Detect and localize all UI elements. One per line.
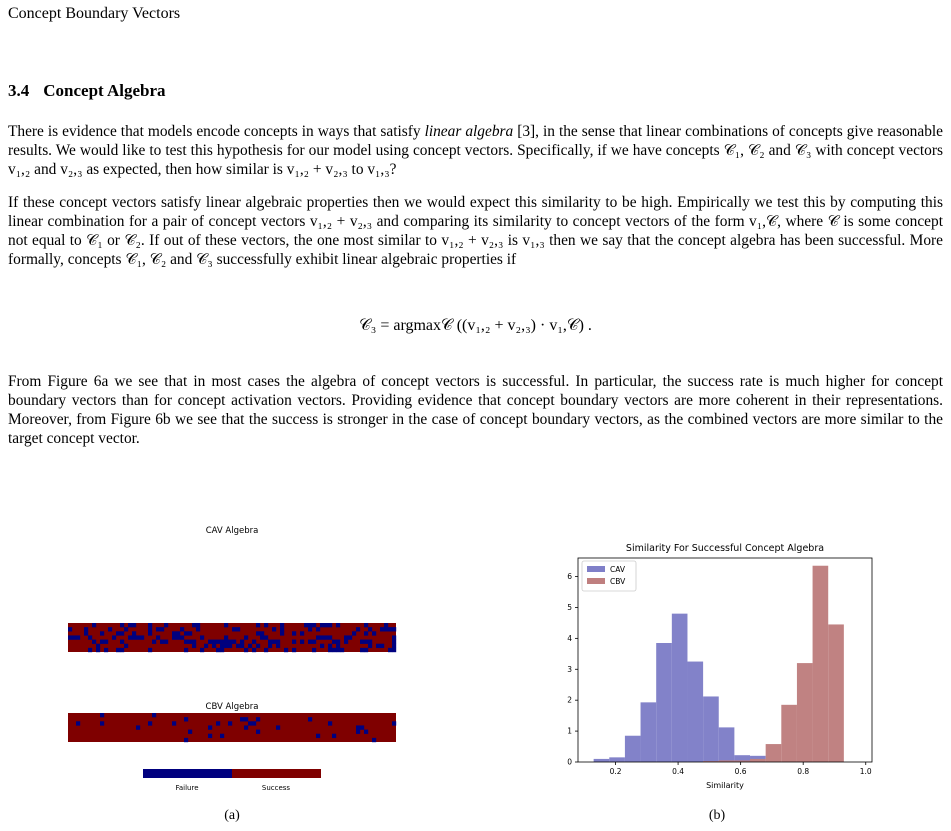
failure-cell — [280, 631, 284, 635]
failure-cell — [392, 635, 396, 639]
failure-cell — [372, 738, 376, 742]
failure-cell — [100, 631, 104, 635]
failure-cell — [392, 644, 396, 648]
failure-cell — [248, 721, 252, 725]
failure-cell — [172, 721, 176, 725]
failure-cell — [220, 644, 224, 648]
failure-cell — [360, 640, 364, 644]
failure-cell — [308, 627, 312, 631]
failure-cell — [112, 635, 116, 639]
failure-cell — [148, 631, 152, 635]
failure-cell — [292, 631, 296, 635]
failure-cell — [336, 623, 340, 627]
failure-cell — [180, 627, 184, 631]
failure-cell — [216, 648, 220, 652]
failure-cell — [148, 627, 152, 631]
failure-cell — [300, 631, 304, 635]
failure-cell — [244, 635, 248, 639]
x-ticks — [610, 762, 872, 776]
failure-cell — [328, 635, 332, 639]
x-tick-label: 0.2 — [609, 767, 622, 776]
grid-background — [68, 713, 396, 742]
failure-cell — [332, 648, 336, 652]
failure-cell — [364, 631, 368, 635]
failure-cell — [336, 644, 340, 648]
legend-failure-swatch — [143, 769, 232, 778]
failure-cell — [172, 635, 176, 639]
chart-legend — [582, 561, 636, 591]
failure-cell — [120, 648, 124, 652]
failure-cell — [292, 640, 296, 644]
failure-cell — [196, 623, 200, 627]
failure-cell — [232, 640, 236, 644]
cbv-bar — [797, 663, 813, 762]
failure-cell — [124, 644, 128, 648]
failure-cell — [328, 623, 332, 627]
cav-bar — [625, 736, 641, 762]
failure-cell — [212, 644, 216, 648]
paragraph-3 — [8, 372, 943, 448]
section-number: 3.4 — [8, 81, 30, 100]
failure-cell — [272, 627, 276, 631]
failure-cell — [200, 635, 204, 639]
failure-cell — [96, 644, 100, 648]
failure-cell — [192, 640, 196, 644]
failure-cell — [320, 644, 324, 648]
equation: 𝒞₃ = argmax𝒞 ((v₁,₂ + v₂,₃) · v₁,𝒞) . — [359, 317, 592, 334]
failure-cell — [264, 635, 268, 639]
x-tick-label: 1.0 — [859, 767, 872, 776]
failure-cell — [364, 648, 368, 652]
failure-cell — [76, 635, 80, 639]
failure-cell — [344, 635, 348, 639]
failure-cell — [372, 631, 376, 635]
failure-cell — [164, 640, 168, 644]
failure-cell — [160, 640, 164, 644]
failure-cell — [184, 717, 188, 721]
failure-cell — [152, 640, 156, 644]
failure-cell — [268, 644, 272, 648]
failure-cell — [316, 734, 320, 738]
failure-cell — [196, 627, 200, 631]
failure-cell — [340, 648, 344, 652]
failure-cell — [304, 623, 308, 627]
failure-cell — [268, 640, 272, 644]
paragraph-1-text-b: [3], in the sense that linear combinations of concepts give reasonable results. We would like to test this hypothesis for our model using concept vectors. Specifically, if we have concepts 𝒞₁, 𝒞₂ and 𝒞₃ with concept vectors v₁,₂ and v₂,₃ as expected, then how similar is v₁,₂ + v₂,₃ to v₁,₃? — [8, 123, 944, 178]
cbv-bar — [766, 744, 782, 762]
x-tick-label: 0.6 — [734, 767, 747, 776]
failure-cell — [276, 644, 280, 648]
failure-cell — [276, 640, 280, 644]
failure-cell — [364, 640, 368, 644]
failure-cell — [148, 648, 152, 652]
failure-cell — [332, 734, 336, 738]
failure-cell — [392, 627, 396, 631]
failure-cell — [192, 644, 196, 648]
failure-cell — [392, 648, 396, 652]
failure-cell — [264, 623, 268, 627]
failure-cell — [392, 721, 396, 725]
paragraph-2 — [8, 193, 943, 269]
failure-cell — [312, 623, 316, 627]
failure-cell — [100, 721, 104, 725]
failure-cell — [148, 721, 152, 725]
failure-cell — [300, 640, 304, 644]
failure-cell — [316, 635, 320, 639]
y-tick-label: 1 — [567, 726, 572, 736]
cbv-bar — [813, 566, 829, 762]
failure-cell — [256, 631, 260, 635]
figure-6b — [540, 538, 890, 798]
chart-title: Similarity For Successful Concept Algebra — [625, 543, 825, 554]
failure-cell — [292, 648, 296, 652]
failure-cell — [136, 635, 140, 639]
failure-cell — [100, 713, 104, 717]
failure-cell — [308, 640, 312, 644]
failure-cell — [312, 640, 316, 644]
failure-cell — [116, 648, 120, 652]
paragraph-1 — [8, 122, 943, 179]
failure-cell — [328, 721, 332, 725]
failure-cell — [240, 717, 244, 721]
cav-algebra-grid — [68, 623, 396, 652]
failure-cell — [316, 627, 320, 631]
figure-6b-caption: (b) — [708, 808, 726, 823]
figure-6a-svg — [0, 520, 470, 820]
failure-cell — [256, 644, 260, 648]
failure-cell — [252, 648, 256, 652]
failure-cell — [360, 725, 364, 729]
cbv-bar — [781, 705, 797, 762]
cav-bar — [656, 643, 672, 762]
histogram-chart — [540, 538, 890, 798]
failure-cell — [252, 721, 256, 725]
failure-cell — [228, 640, 232, 644]
failure-cell — [384, 627, 388, 631]
failure-cell — [260, 635, 264, 639]
failure-cell — [256, 623, 260, 627]
failure-cell — [376, 644, 380, 648]
failure-cell — [88, 635, 92, 639]
figure-6a — [0, 520, 470, 820]
failure-cell — [228, 644, 232, 648]
failure-cell — [380, 644, 384, 648]
cav-bar — [594, 759, 610, 762]
failure-cell — [356, 730, 360, 734]
failure-cell — [392, 640, 396, 644]
failure-cell — [128, 623, 132, 627]
failure-cell — [220, 640, 224, 644]
failure-cell — [352, 631, 356, 635]
failure-cell — [184, 648, 188, 652]
y-ticks — [567, 572, 578, 766]
failure-cell — [380, 627, 384, 631]
y-tick-label: 6 — [567, 572, 572, 582]
failure-cell — [152, 713, 156, 717]
failure-cell — [320, 635, 324, 639]
failure-cell — [256, 730, 260, 734]
failure-cell — [160, 627, 164, 631]
failure-cell — [120, 623, 124, 627]
failure-cell — [320, 623, 324, 627]
failure-cell — [228, 721, 232, 725]
failure-cell — [272, 640, 276, 644]
failure-cell — [184, 631, 188, 635]
failure-cell — [220, 648, 224, 652]
failure-cell — [120, 640, 124, 644]
failure-cell — [348, 635, 352, 639]
x-tick-label: 0.8 — [797, 767, 810, 776]
paragraph-1-text-a: There is evidence that models encode concepts in ways that satisfy — [8, 123, 425, 140]
failure-cell — [128, 635, 132, 639]
failure-cell — [324, 623, 328, 627]
failure-cell — [136, 725, 140, 729]
legend-box — [582, 561, 636, 591]
x-axis-label: Similarity — [706, 781, 744, 790]
failure-cell — [208, 725, 212, 729]
failure-cell — [216, 640, 220, 644]
failure-cell — [108, 627, 112, 631]
cav-algebra-title: CAV Algebra — [205, 526, 259, 536]
x-tick-label: 0.4 — [672, 767, 685, 776]
y-tick-label: 2 — [567, 695, 572, 705]
failure-cell — [336, 640, 340, 644]
failure-cell — [132, 635, 136, 639]
failure-cell — [124, 627, 128, 631]
failure-cell — [332, 640, 336, 644]
failure-cell — [244, 725, 248, 729]
failure-cell — [68, 627, 72, 631]
legend-cbv-label: CBV — [610, 577, 626, 586]
cav-bar — [672, 614, 688, 762]
failure-cell — [188, 640, 192, 644]
failure-cell — [276, 725, 280, 729]
failure-cell — [156, 627, 160, 631]
failure-cell — [224, 640, 228, 644]
failure-cell — [132, 631, 136, 635]
failure-cell — [280, 623, 284, 627]
failure-cell — [84, 631, 88, 635]
failure-cell — [104, 640, 108, 644]
cav-bar — [641, 702, 657, 762]
failure-cell — [120, 631, 124, 635]
y-tick-label: 5 — [567, 602, 572, 612]
failure-cell — [220, 734, 224, 738]
cbv-bar — [750, 759, 766, 762]
running-title: Concept Boundary Vectors — [8, 5, 181, 22]
failure-cell — [188, 631, 192, 635]
failure-cell — [328, 644, 332, 648]
failure-cell — [224, 635, 228, 639]
failure-cell — [208, 640, 212, 644]
failure-cell — [240, 640, 244, 644]
y-tick-label: 3 — [567, 664, 572, 674]
failure-cell — [204, 644, 208, 648]
failure-cell — [236, 627, 240, 631]
failure-cell — [384, 623, 388, 627]
failure-cell — [212, 640, 216, 644]
failure-cell — [184, 738, 188, 742]
failure-cell — [368, 627, 372, 631]
failure-cell — [224, 644, 228, 648]
failure-cell — [284, 648, 288, 652]
legend-cbv-swatch — [587, 578, 605, 584]
failure-cell — [336, 648, 340, 652]
failure-cell — [232, 627, 236, 631]
failure-cell — [224, 623, 228, 627]
legend-failure-label: Failure — [175, 784, 199, 792]
cbv-algebra-title: CBV Algebra — [205, 702, 259, 712]
failure-cell — [192, 623, 196, 627]
failure-cell — [88, 648, 92, 652]
cav-bar — [719, 727, 735, 762]
failure-cell — [388, 627, 392, 631]
failure-cell — [240, 644, 244, 648]
failure-cell — [328, 648, 332, 652]
failure-cell — [184, 640, 188, 644]
legend-cav-swatch — [587, 566, 605, 572]
failure-cell — [360, 648, 364, 652]
failure-cell — [344, 640, 348, 644]
failure-cell — [356, 725, 360, 729]
figure-6a-caption: (a) — [224, 808, 240, 823]
failure-cell — [324, 635, 328, 639]
failure-cell — [244, 648, 248, 652]
failure-cell — [200, 648, 204, 652]
cav-bar — [703, 696, 719, 762]
failure-cell — [96, 648, 100, 652]
failure-cell — [308, 623, 312, 627]
histogram-bars — [594, 566, 844, 762]
failure-cell — [368, 640, 372, 644]
failure-cell — [140, 635, 144, 639]
failure-cell — [312, 648, 316, 652]
failure-cell — [100, 640, 104, 644]
legend-cav-label: CAV — [610, 565, 626, 574]
failure-cell — [256, 717, 260, 721]
cbv-algebra-grid — [68, 713, 396, 742]
failure-cell — [172, 631, 176, 635]
failure-cell — [68, 635, 72, 639]
failure-cell — [188, 730, 192, 734]
failure-cell — [364, 730, 368, 734]
failure-cell — [388, 648, 392, 652]
cav-bar — [687, 662, 703, 762]
failure-cell — [104, 648, 108, 652]
y-tick-label: 0 — [567, 757, 572, 767]
section-heading — [8, 81, 166, 101]
failure-cell — [368, 644, 372, 648]
failure-cell — [364, 623, 368, 627]
cbv-bar — [828, 624, 844, 762]
failure-cell — [116, 631, 120, 635]
failure-cell — [176, 635, 180, 639]
section-title: Concept Algebra — [43, 81, 166, 100]
failure-cell — [236, 644, 240, 648]
failure-cell — [180, 635, 184, 639]
cav-bar — [609, 757, 625, 762]
failure-cell — [164, 623, 168, 627]
failure-cell — [308, 717, 312, 721]
paragraph-3-text: From Figure 6a we see that in most cases the algebra of concept vectors is successful. In particular, the success rate is much higher for concept boundary vectors than for concept activation vectors. Providing evidence that concept boundary vectors are more coherent in their representations. Moreover, from Figure 6b we see that the success is stronger in the case of concept boundary vectors, as the combined vectors are more similar to the target concept vector. — [8, 373, 943, 447]
y-tick-label: 4 — [567, 633, 572, 643]
failure-cell — [264, 648, 268, 652]
failure-cell — [132, 623, 136, 627]
failure-cell — [208, 734, 212, 738]
failure-cell — [92, 640, 96, 644]
failure-cell — [84, 627, 88, 631]
failure-cell — [76, 721, 80, 725]
failure-cell — [252, 640, 256, 644]
paragraph-1-emphasis: linear algebra — [424, 123, 514, 140]
failure-cell — [176, 631, 180, 635]
failure-cell — [216, 721, 220, 725]
failure-cell — [148, 623, 152, 627]
legend-success-label: Success — [261, 784, 291, 792]
failure-cell — [72, 635, 76, 639]
failure-cell — [244, 717, 248, 721]
legend-success-swatch — [232, 769, 321, 778]
failure-cell — [356, 627, 360, 631]
failure-cell — [92, 623, 96, 627]
paragraph-2-text: If these concept vectors satisfy linear algebraic properties then we would expect this similarity to be high. Empirically we test this by computing this linear combination for a pair of concept vectors v₁,₂ + v₂,₃ and comparing its similarity to concept vectors of the form v₁,𝒞, where 𝒞 is some concept not equal to 𝒞₁ or 𝒞₂. If out of these vectors, the one most similar to v₁,₂ + v₂,₃ is v₁,₃ then we say that the concept algebra has been successful. More formally, concepts 𝒞₁, 𝒞₂ and 𝒞₃ successfully exhibit linear algebraic properties if — [8, 194, 943, 268]
failure-cell — [280, 627, 284, 631]
failure-cell — [156, 635, 160, 639]
failure-cell — [248, 644, 252, 648]
failure-cell — [260, 631, 264, 635]
